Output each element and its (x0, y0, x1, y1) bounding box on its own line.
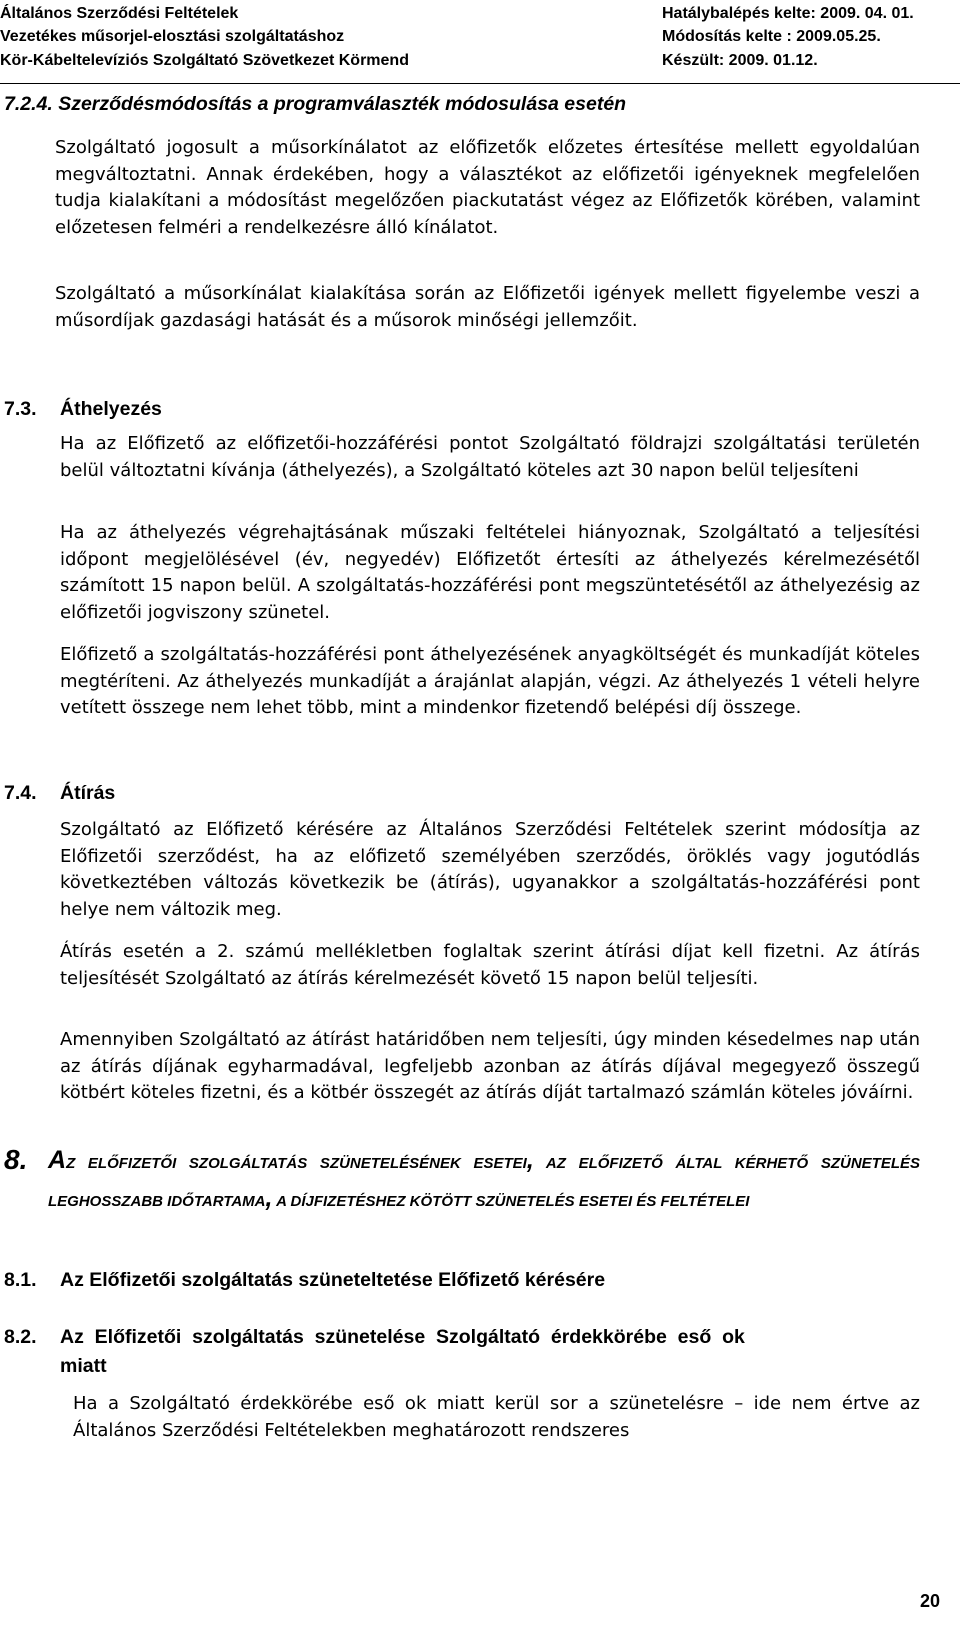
section-7-4-paragraph-2: Átírás esetén a 2. számú mellékletben foglaltak szerint átírási díjat kell fizetni. Az átírás teljesítését Szolgáltató az átírás kérelmezését követő 15 napon belül teljesíti. (60, 941, 920, 989)
page-number: 20 (919, 1591, 940, 1611)
section-7-2-4-paragraph-1: Szolgáltató jogosult a műsorkínálatot az előfizetők előzetes értesítése mellett egyoldalúan megváltoztatni. Annak érdekében, hogy a választékot az előfizetői igényeknek megfelelően tudja kialakítani a módosítást megelőzően piackutatást végez az Előfizetők körében, valamint előzetesen felméri a rendelkezésre álló kínálatot. (55, 137, 920, 238)
chapter-8-title-part-3: A DÍJFIZETÉSHEZ KÖTÖTT SZÜNETELÉS ESETEI ÉS FELTÉTELEI (272, 1193, 750, 1210)
header-service-type: Vezetékes műsorjel-elosztási szolgáltatáshoz (0, 28, 345, 45)
header-divider (0, 83, 960, 84)
header-company-name: Kör-Kábeltelevíziós Szolgáltató Szövetkezet Körmend (0, 52, 409, 69)
section-7-2-4-paragraph-2: Szolgáltató a műsorkínálat kialakítása során az Előfizetői igények mellett figyelembe veszi a műsordíjak gazdasági hatását és a műsorok minőségi jellemzőit. (55, 283, 920, 331)
header-effective-date: Hatálybalépés kelte: 2009. 04. 01. (662, 5, 914, 22)
section-8-2-title-line-1: Az Előfizetői szolgáltatás szünetelése Szolgáltató érdekkörébe eső ok (60, 1326, 745, 1348)
section-7-3-number: 7.3. (4, 398, 37, 420)
header-modified-date: Módosítás kelte : 2009.05.25. (662, 28, 881, 45)
chapter-8-title-comma-2: , (265, 1184, 273, 1212)
section-7-3-paragraph-3: Előfizető a szolgáltatás-hozzáférési pont áthelyezésének anyagköltségét és munkadíját köteles megtéríteni. Az áthelyezés munkadíját a árajánlat alapján, végzi. Az áthelyezés 1 vételi helyre vetített összege nem lehet több, mint a mindenkor fizetendő belépési díj összege. (60, 644, 920, 718)
chapter-8-number: 8. (4, 1144, 28, 1175)
section-8-1-number: 8.1. (4, 1269, 37, 1291)
chapter-8-title-part-2: AZ ELŐFIZETŐ ÁLTAL KÉRHETŐ SZÜNETELÉS LEGHOSSZABB IDŐTARTAMA (48, 1155, 920, 1210)
section-7-4-number: 7.4. (4, 782, 37, 804)
header-row-3 (0, 47, 960, 75)
section-7-4-paragraph-1: Szolgáltató az Előfizető kérésére az Általános Szerződési Feltételek szerint módosítja az Előfizetői szerződést, ha az előfizető személyében szerződés, öröklés vagy jogutódlás következtében változás következik be (átírás), ugyanakkor a szolgáltatás-hozzáférési pont helye nem változik meg. (60, 819, 920, 920)
section-7-3-title: Áthelyezés (60, 398, 162, 420)
section-7-4-title: Átírás (60, 782, 116, 804)
chapter-8-title-part-1: Z ELŐFIZETŐI SZOLGÁLTATÁS SZÜNETELÉSÉNEK ESETEI (66, 1155, 527, 1172)
section-8-1-title: Az Előfizetői szolgáltatás szüneteltetése Előfizető kérésére (60, 1269, 606, 1291)
section-7-4-paragraph-3: Amennyiben Szolgáltató az átírást határidőben nem teljesíti, úgy minden késedelmes nap után az átírás díjának egyharmadával, legfeljebb azonban az átírás díjával megegyező összegű kötbért köteles fizetni, és a kötbér összegét az átírás díját tartalmazó számlán köteles jóváírni. (60, 1029, 920, 1103)
section-7-2-4-heading: 7.2.4. Szerződésmódosítás a programválaszték módosulása esetén (4, 93, 627, 115)
chapter-8-title-comma-1: , (526, 1146, 534, 1174)
section-7-3-paragraph-2: Ha az áthelyezés végrehajtásának műszaki feltételei hiányoznak, Szolgáltató a teljesítési időpont megjelölésével (év, negyedév) Előfizetőt értesíti az áthelyezés kérelmezésétől számított 15 napon belül. A szolgáltatás-hozzáférési pont megszüntetésétől az áthelyezésig az előfizetői jogviszony szünetel. (60, 522, 920, 623)
header-doc-title: Általános Szerződési Feltételek (0, 5, 239, 22)
section-8-2-number: 8.2. (4, 1326, 37, 1348)
header-created-date: Készült: 2009. 01.12. (662, 52, 818, 69)
chapter-8-title (48, 1143, 920, 1219)
section-8-2-paragraph-1: Ha a Szolgáltató érdekkörébe eső ok miatt kerül sor a szünetelésre – ide nem értve az Általános Szerződési Feltételekben meghatározott rendszeres (73, 1393, 920, 1441)
chapter-8-title-initial: A (48, 1146, 67, 1174)
section-8-2-title-line-2: miatt (60, 1355, 107, 1377)
section-7-3-paragraph-1: Ha az Előfizető az előfizetői-hozzáférési pontot Szolgáltató földrajzi szolgáltatási területén belül változtatni kívánja (áthelyezés), a Szolgáltató köteles azt 30 napon belül teljesíteni (60, 433, 920, 481)
